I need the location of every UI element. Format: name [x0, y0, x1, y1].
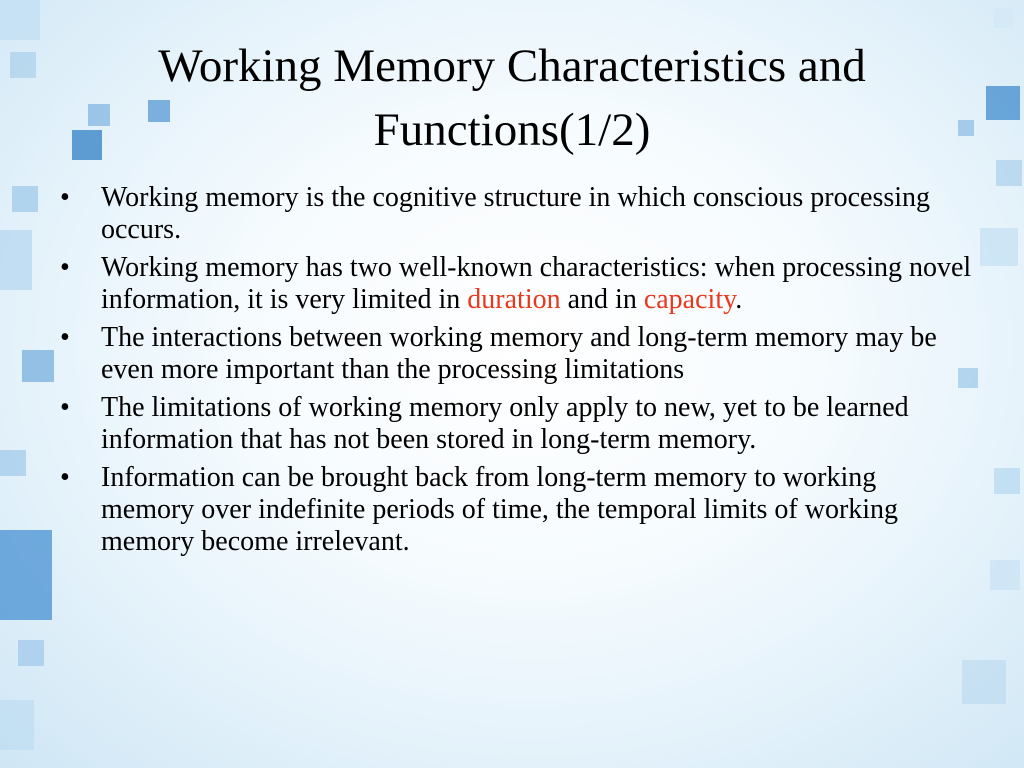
slide-title: Working Memory Characteristics and Functions(1/2)	[158, 40, 866, 156]
decorative-square	[0, 0, 40, 40]
decorative-square	[12, 186, 38, 212]
bullet-marker: •	[60, 392, 70, 423]
decorative-square	[994, 468, 1020, 494]
bullet-item	[56, 392, 976, 456]
decorative-square	[990, 560, 1020, 590]
bullet-marker: •	[60, 462, 70, 493]
decorative-square	[986, 86, 1020, 120]
bullet-item	[56, 182, 976, 246]
highlighted-term: duration	[467, 284, 561, 315]
decorative-square	[10, 52, 36, 78]
bullet-marker: •	[60, 252, 70, 283]
decorative-square	[980, 228, 1018, 266]
bullet-item	[56, 462, 976, 558]
decorative-square	[18, 640, 44, 666]
bullet-item	[56, 252, 976, 316]
bullet-text: The limitations of working memory only apply to new, yet to be learned information that has not been stored in long-term memory.	[101, 392, 909, 455]
decorative-square	[0, 530, 52, 620]
bullet-text: .	[735, 284, 743, 315]
decorative-square	[22, 350, 54, 382]
decorative-square	[0, 700, 34, 750]
bullet-text: Working memory has two well-known characteristics: when processing novel information, it is very limited in	[101, 252, 972, 315]
bullet-list	[56, 182, 976, 564]
bullet-text: Working memory is the cognitive structure in which conscious processing occurs.	[101, 182, 931, 245]
bullet-marker: •	[60, 182, 70, 213]
bullet-text: The interactions between working memory and long-term memory may be even more important than the processing limitations	[101, 322, 937, 385]
bullet-text: and in	[560, 284, 644, 315]
decorative-square	[962, 660, 1006, 704]
bullet-marker: •	[60, 322, 70, 353]
bullet-item	[56, 322, 976, 386]
decorative-square	[994, 8, 1014, 28]
decorative-square	[0, 450, 26, 476]
highlighted-term: capacity	[643, 284, 736, 315]
decorative-square	[0, 230, 32, 290]
bullet-text: Information can be brought back from long-term memory to working memory over indefinite periods of time, the temporal limits of working memory become irrelevant.	[101, 462, 899, 557]
decorative-square	[996, 160, 1022, 186]
